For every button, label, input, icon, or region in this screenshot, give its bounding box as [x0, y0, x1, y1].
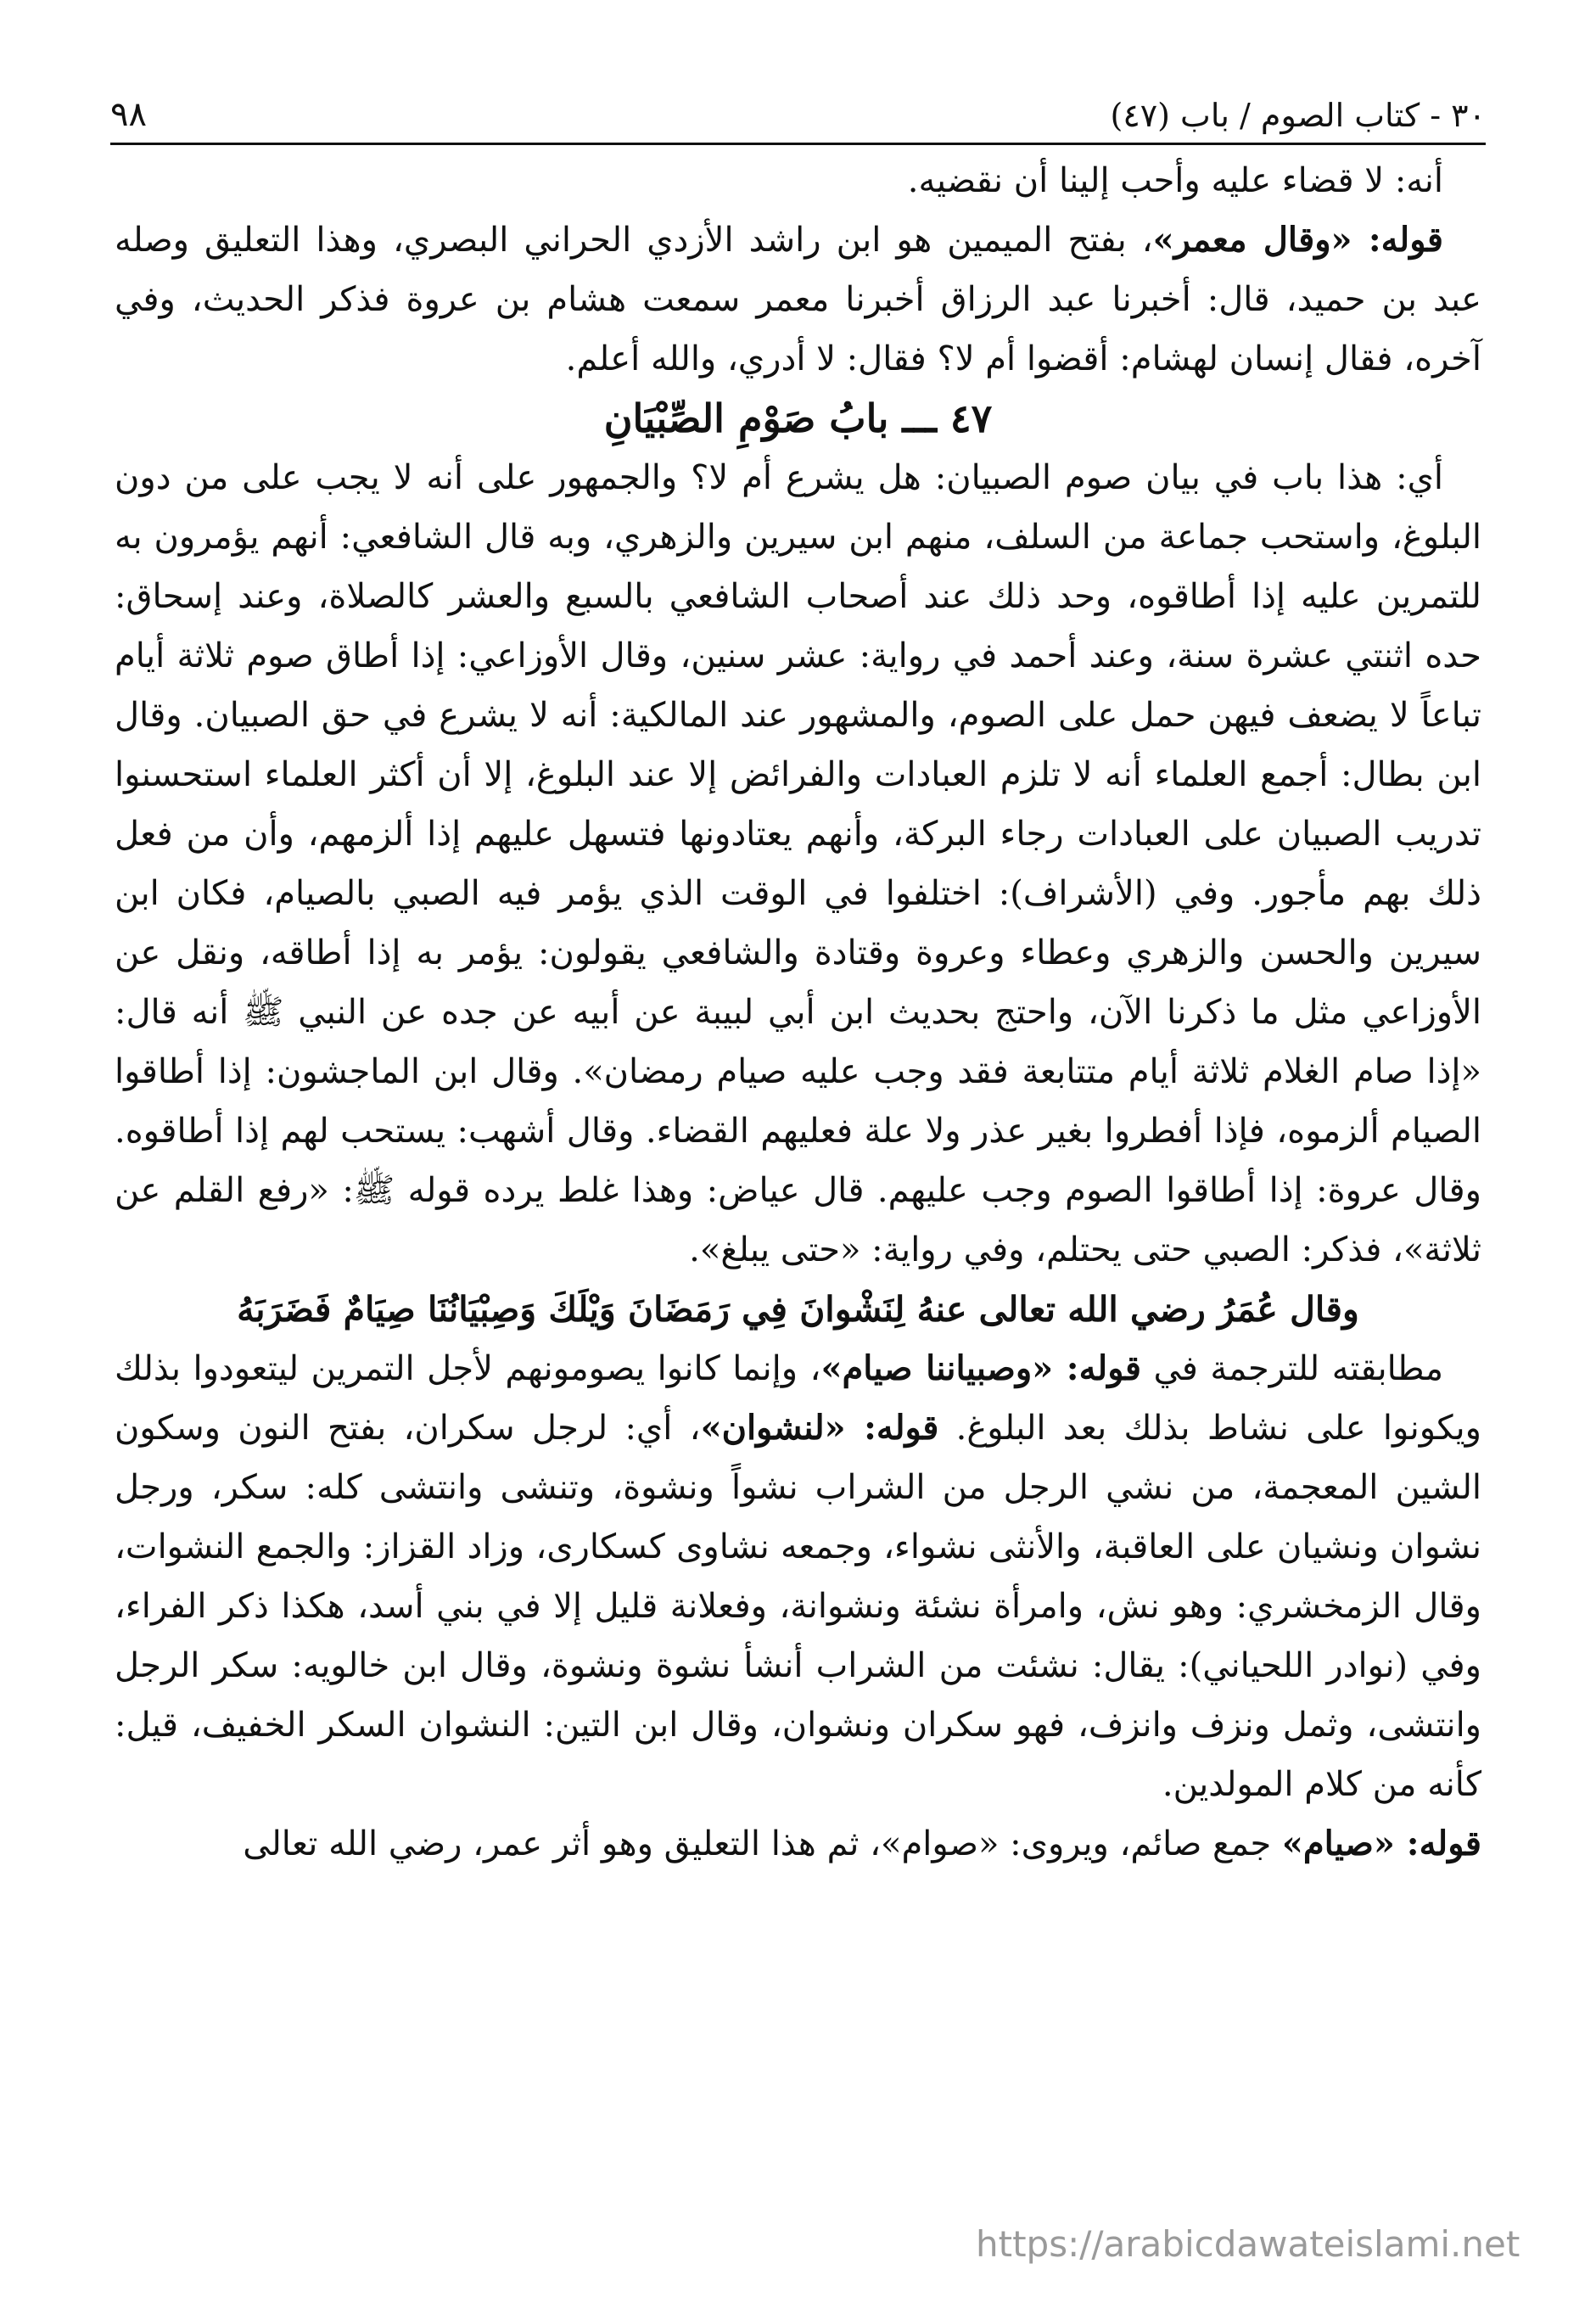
- paragraph-text: ، أي: لرجل سكران، بفتح النون وسكون الشين المعجمة، من نشي الرجل من الشراب نشواً ونشوة، وتنشى وانتشى كله: سكر، ورجل نشوان ونشيان على العاقبة، والأنثى نشواء، وجمعه نشاوى كسكارى، وزاد القزاز: والجمع النشوات، وقال الزمخشري: وهو نش، وامرأة نشئة ونشوانة، وفعلانة قليل إلا في بني أسد، هكذا ذكر الفراء، وفي (نوادر اللحياني): يقال: نشئت من الشراب أنشأ نشوة ونشوة، وقال ابن خالويه: سكر الرجل وانتشى، وثمل ونزف وانزف، فهو سكران ونشوان، وقال ابن التين: النشوان السكر الخفيف، قيل: كأنه من كلام المولدين.: [115, 1409, 1481, 1804]
- paragraph-mamar: [115, 210, 1481, 389]
- bold-lead: قوله: «وصبياننا صيام»: [820, 1348, 1141, 1388]
- page-header: [110, 59, 1486, 145]
- paragraph-nashwan: [115, 1339, 1481, 1814]
- page-body: [115, 151, 1481, 1874]
- watermark-url: https://arabicdawateislami.net: [976, 2223, 1520, 2265]
- running-title: ٣٠ - كتاب الصوم / باب (٤٧): [1110, 97, 1486, 134]
- paragraph-siyam: [115, 1814, 1481, 1874]
- page-number: ٩٨: [110, 95, 147, 134]
- paragraph-text: ، وإنما كانوا يصومونهم لأجل التمرين ليتعودوا بذلك ويكونوا على نشاط بذلك بعد البلوغ.: [115, 1349, 1482, 1448]
- bold-lead: قوله: «صيام»: [1281, 1824, 1481, 1863]
- paragraph-text: أي: هذا باب في بيان صوم الصبيان: هل يشرع أم لا؟ والجمهور على أنه لا يجب على من دون البلوغ، واستحب جماعة من السلف، منهم ابن سيرين والزهري، وبه قال الشافعي: أنهم يؤمرون به للتمرين عليه إذا أطاقوه، وحد ذلك عند أصحاب الشافعي بالسبع والعشر كالصلاة، وعند إسحاق: حده اثنتي عشرة سنة، وعند أحمد في رواية: عشر سنين، وقال الأوزاعي: إذا أطاق صوم ثلاثة أيام تباعاً لا يضعف فيهن حمل على الصوم، والمشهور عند المالكية: أنه لا يشرع في حق الصبيان. وقال ابن بطال: أجمع العلماء أنه لا تلزم العبادات والفرائض إلا عند البلوغ، إلا أن أكثر العلماء استحسنوا تدريب الصبيان على العبادات رجاء البركة، وأنهم يعتادونها فتسهل عليهم إذا ألزمهم، وأن من فعل ذلك بهم مأجور. وفي (الأشراف): اختلفوا في الوقت الذي يؤمر فيه الصبي بالصيام، فكان ابن سيرين والحسن والزهري وعطاء وعروة وقتادة والشافعي يقولون: يؤمر به إذا أطاقه، ونقل عن الأوزاعي مثل ما ذكرنا الآن، واحتج بحديث ابن أبي لبيبة عن أبيه عن جده عن النبي ﷺ أنه قال: «إذا صام الغلام ثلاثة أيام متتابعة فقد وجب عليه صيام رمضان». وقال ابن الماجشون: إذا أطاقوا الصيام ألزموه، فإذا أفطروا بغير عذر ولا علة فعليهم القضاء. وقال أشهب: يستحب لهم إذا أطاقوه. وقال عروة: إذا أطاقوا الصوم وجب عليهم. قال عياض: وهذا غلط يرده قوله ﷺ: «رفع القلم عن ثلاثة»، فذكر: الصبي حتى يحتلم، وفي رواية: «حتى يبلغ».: [115, 458, 1481, 1269]
- chapter-heading: ٤٧ ـــ بابُ صَوْمِ الصِّبْيَانِ: [603, 395, 993, 441]
- paragraph-text: أنه: لا قضاء عليه وأحب إلينا أن نقضيه.: [907, 161, 1443, 200]
- bold-lead: قوله: «لنشوان»: [700, 1408, 939, 1448]
- paragraph-sibyan: [115, 448, 1481, 1280]
- athar-heading: وقال عُمَرُ رضي الله تعالى عنهُ لِنَشْوانَ فِي رَمَضَانَ وَيْلَكَ وَصِبْيَانُنَا صِيَامٌ فَضَرَبَهُ: [237, 1289, 1359, 1330]
- paragraph-text: جمع صائم، ويروى: «صوام»، ثم هذا التعليق وهو أثر عمر، رضي الله تعالى: [243, 1824, 1282, 1863]
- paragraph-text: ، بفتح الميمين هو ابن راشد الأزدي الحراني البصري، وهذا التعليق وصله عبد بن حميد، قال: أخبرنا عبد الرزاق أخبرنا معمر سمعت هشام بن عروة فذكر الحديث، وفي آخره، فقال إنسان لهشام: أقضوا أم لا؟ فقال: لا أدري، والله أعلم.: [115, 221, 1481, 378]
- bold-lead: قوله: «وقال معمر»: [1152, 220, 1443, 260]
- paragraph-text: مطابقته للترجمة في: [1140, 1349, 1444, 1388]
- paragraph-opening: [115, 151, 1481, 210]
